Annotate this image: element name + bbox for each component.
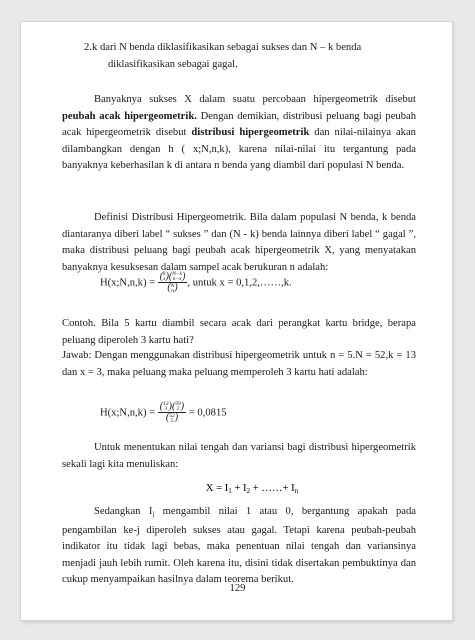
bold-term-random-variable: peubah acak hipergeometrik.: [62, 110, 197, 122]
page-number: 129: [229, 583, 246, 594]
paragraph-definition: Definisi Distribusi Hipergeometrik. Bila dalam populasi N benda, k benda diantaranya diberi label “ sukses ” dan (N - k) benda lainnya diberi label “ gagal ”, maka distribusi peluang bagi peubah acak hipergeometrik X, yang menyatakan banyaknya kesuksesan dalam sampel acak berukuran n adalah:: [62, 212, 416, 273]
formula-rhs: , untuk x = 0,1,2,……,k.: [187, 277, 292, 289]
formula-fraction: [158, 402, 186, 424]
binom-N-n: (N n): [167, 282, 178, 294]
binom-nk-nx: (N−k n−x): [168, 271, 186, 283]
paragraph-indicator-variables: Sedangkan $I_j$ mengambil nilai 1 atau 0, bergantung apakah pada pengambilan ke-j diperoleh sukses atau gagal. Tetapi karena peubah-peubah indikator itu tidak lagi bebas, maka penentuan nilai tengah dan variansinya menjadi jauh lebih rumit. Oleh karena itu, disini tidak disertakan pembuktinya dan cukup menyampaikan hasilnya dalam teorema berikut.: [62, 506, 416, 586]
binom-52-5: (52 5): [165, 412, 179, 424]
formula-example-result: [100, 402, 227, 424]
paragraph-text: Dengan demikian, distribusi peluang bagi peubah acak hipergeometrik disebut: [62, 110, 416, 139]
binom-13-3: (13 3): [159, 401, 172, 413]
formula-hypergeometric: [100, 272, 292, 294]
paragraph-hypergeometric-variable: [62, 92, 416, 175]
list-item-line2: diklasifikasikan sebagai gagal.: [108, 58, 238, 70]
binom-k-x: (k x): [159, 271, 169, 283]
paragraph-text: dan nilai-nilainya akan dilambangkan dengan h ( x;N,n,k), karena nilai-nilai itu tergantung pada banyaknya keberhasilan k di antara n benda yang diambil dari populasi N benda.: [62, 127, 416, 172]
binom-39-2: (39 2): [171, 401, 185, 413]
paragraph-answer: Jawab: Dengan menggunakan distribusi hipergeometrik untuk n = 5.N = 52,k = 13 dan x = 3, maka peluang maka peluang memperoleh 3 kartu hati adalah:: [62, 350, 416, 378]
formula-rhs: = 0,0815: [186, 407, 227, 419]
paragraph-text: Banyaknya sukses X dalam suatu percobaan hipergeometrik disebut: [94, 94, 416, 105]
list-item-number: 2.: [84, 42, 92, 53]
formula-lhs: H(x;N,n,k) =: [100, 277, 158, 289]
bold-term-distribution: distribusi hipergeometrik: [191, 127, 310, 139]
list-item-line1: k dari N benda diklasifikasikan sebagai sukses dan N – k benda: [92, 42, 362, 53]
formula-lhs: H(x;N,n,k) =: [100, 407, 158, 419]
paragraph-example: Contoh. Bila 5 kartu diambil secara acak dari perangkat kartu bridge, berapa peluang diperoleh 3 kartu hati?: [62, 318, 416, 346]
formula-fraction: [158, 272, 188, 294]
formula-indicator-sum: $X = I_1 + I_2$ + ……+ $I_n$: [205, 483, 299, 495]
paragraph-mean-variance: Untuk menentukan nilai tengah dan variansi bagi distribusi hipergeometrik sekali lagi kita menuliskan:: [62, 442, 416, 470]
list-item-2: [84, 40, 424, 73]
